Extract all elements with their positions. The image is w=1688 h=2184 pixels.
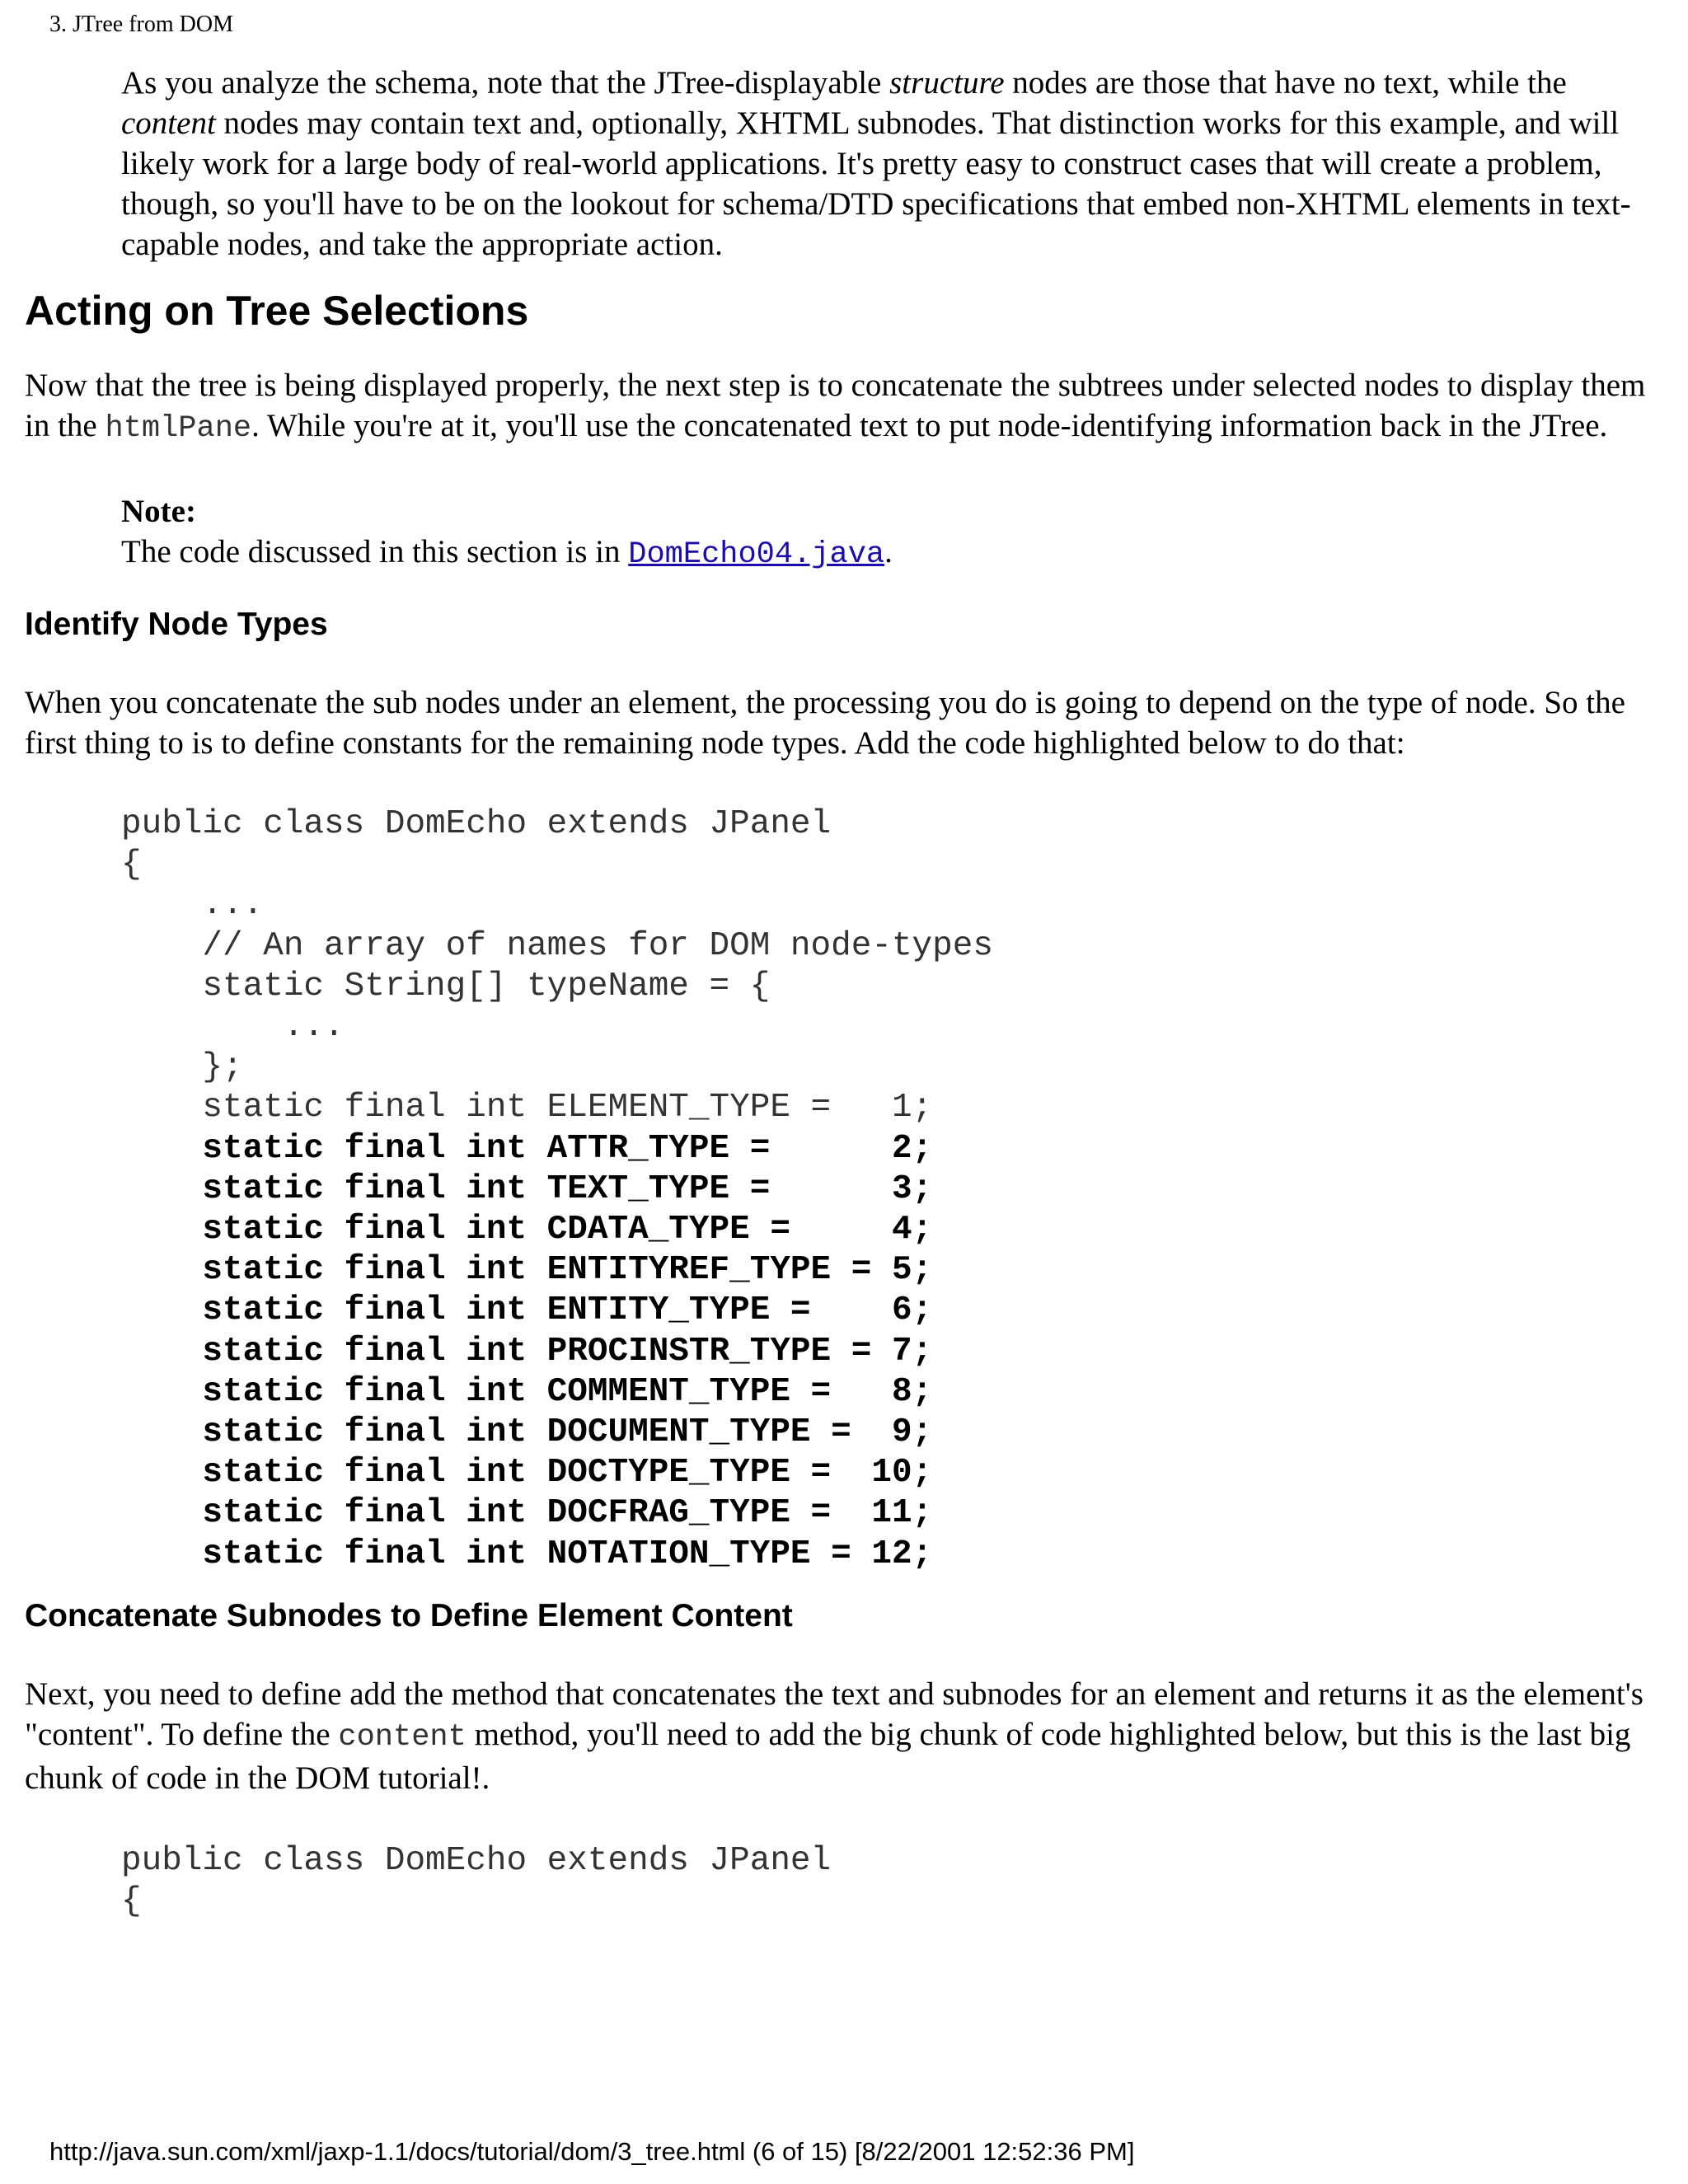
section-heading-acting-on-tree-selections: Acting on Tree Selections — [25, 288, 529, 334]
intro-structure-word: structure — [889, 65, 1005, 101]
code-block-highlighted-lines: static final int ATTR_TYPE = 2; static final int TEXT_TYPE = 3; static final int CDATA_TYPE = 4; static final int ENTITYREF_TYPE = 5; static final int ENTITY_TYPE = 6; static final int PROCINSTR_TYPE = 7; static final int COMMENT_TYPE = 8; static final int DOCUMENT_TYPE = 9; static final int DOCTYPE_TYPE = 10; static final int DOCFRAG_TYPE = 11; static final int NOTATION_TYPE = 12; — [202, 1129, 933, 1573]
subsection2-paragraph — [25, 1674, 1665, 1798]
subsection1-paragraph: When you concatenate the sub nodes under an element, the processing you do is going to depend on the type of node. So the first thing to is to define constants for the remaining node types. Add the code highlighted below to do that: — [25, 685, 1625, 761]
subsection2-text-2: method, you'll need to add the big chunk of code highlighted below, but this is the last big chunk of code in the DOM tutorial!. — [25, 1716, 1631, 1796]
note-label: Note: — [121, 494, 196, 529]
intro-text-2: nodes are those that have no text, while the — [1004, 65, 1567, 101]
section1-paragraph — [25, 365, 1665, 449]
page-footer-url: http://java.sun.com/xml/jaxp-1.1/docs/tutorial/dom/3_tree.html (6 of 15) [8/22/2001 12:52:36 PM] — [49, 2137, 1135, 2166]
intro-content-word: content — [121, 105, 216, 141]
code-block-normal-lines: public class DomEcho extends JPanel { ... // An array of names for DOM node-types static String[] typeName = { ... }; static final int ELEMENT_TYPE = 1; — [121, 805, 993, 1127]
note-text-before: The code discussed in this section is in — [121, 534, 629, 569]
code-block-node-types — [121, 804, 1665, 1575]
intro-paragraph — [121, 63, 1665, 265]
document-body — [25, 59, 1665, 1922]
intro-text-1: As you analyze the schema, note that the JTree-displayable — [121, 65, 890, 101]
subsection-heading-identify-node-types: Identify Node Types — [25, 607, 328, 642]
subsection2-text-1: Next, you need to define add the method that concatenates the text and subnodes for an element and returns it as the element's "content". To define the — [25, 1675, 1643, 1752]
domecho04-java-link[interactable]: DomEcho04.java — [628, 537, 885, 572]
code-block-content-method: public class DomEcho extends JPanel { — [121, 1841, 832, 1921]
section1-inline-code: htmlPane — [105, 411, 252, 446]
note-text-after: . — [884, 534, 893, 569]
section1-text-2: . While you're at it, you'll use the concatenated text to put node-identifying information back in the JTree. — [251, 408, 1608, 443]
page-header: 3. JTree from DOM — [49, 12, 233, 37]
intro-text-3: nodes may contain text and, optionally, XHTML subnodes. That distinction works for this example, and will likely work for a large body of real-world applications. It's pretty easy to construct cases that will create a problem, though, so you'll have to be on the lookout for schema/DTD specifications that embed non-XHTML elements in text-capable nodes, and take the appropriate action. — [121, 105, 1631, 262]
subsection-heading-concatenate-subnodes: Concatenate Subnodes to Define Element Content — [25, 1597, 793, 1633]
section1-text-1: Now that the tree is being displayed properly, the next step is to concatenate the subtrees under selected nodes to display them in the — [25, 368, 1646, 443]
note-block — [121, 491, 1665, 575]
note-text — [121, 532, 1665, 575]
subsection2-inline-code: content — [338, 1719, 467, 1755]
